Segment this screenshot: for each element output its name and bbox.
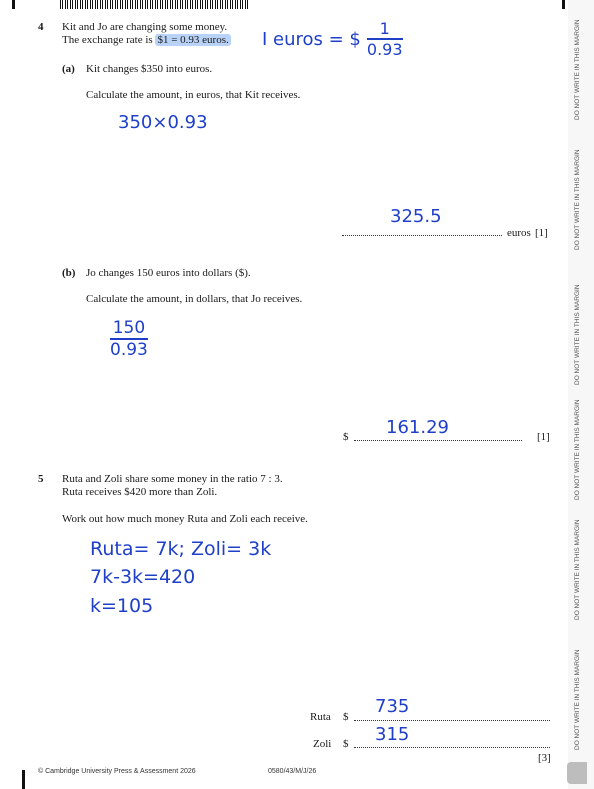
answer-line [354,747,550,748]
barcode [60,0,250,9]
handwritten-working: 350×0.93 [118,112,208,133]
handwritten-note [262,19,403,59]
corner-mark [12,0,15,9]
margin-warning: DO NOT WRITE IN THIS MARGIN [574,149,581,250]
footer-copyright: © Cambridge University Press & Assessment 2026 [38,768,196,775]
answer-line [354,440,522,441]
answer-line [354,720,550,721]
corner-mark [562,0,565,9]
fraction-numerator: 1 [379,19,390,38]
handwritten-working: k=105 [90,595,154,617]
scroll-thumb[interactable] [567,762,587,784]
part-text: Jo changes 150 euros into dollars ($). [86,267,251,279]
margin-warning: DO NOT WRITE IN THIS MARGIN [574,399,581,500]
margin-warning: DO NOT WRITE IN THIS MARGIN [574,19,581,120]
margin-warning: DO NOT WRITE IN THIS MARGIN [574,649,581,750]
question-text: Kit and Jo are changing some money. [62,21,228,33]
handwritten-working: 7k-3k=420 [90,566,196,588]
currency-symbol: $ [343,431,349,443]
marks: [3] [538,752,551,764]
question-text: Ruta and Zoli share some money in the ratio 7 : 3. [62,473,283,485]
handwritten-answer-ruta: 735 [375,696,410,717]
exchange-rate-prefix: The exchange rate is [62,34,153,46]
handwritten-answer: 161.29 [386,417,449,438]
handwritten-answer: 325.5 [390,206,442,227]
answer-unit: euros [507,227,531,239]
question-instruction: Work out how much money Ruta and Zoli each receive. [62,513,308,525]
marks: [1] [535,227,548,239]
part-text: Kit changes $350 into euros. [86,63,213,75]
currency-symbol: $ [343,738,349,750]
handwritten-fraction [110,318,148,360]
question-text [62,34,231,47]
margin-warning: DO NOT WRITE IN THIS MARGIN [574,284,581,385]
currency-symbol: $ [343,711,349,723]
answer-label-zoli: Zoli [313,738,332,750]
handwritten-working: Ruta= 7k; Zoli= 3k [90,538,272,560]
corner-mark [22,770,25,789]
highlighted-rate: $1 = 0.93 euros. [157,34,229,46]
part-instruction: Calculate the amount, in euros, that Kit receives. [86,89,301,101]
question-number: 4 [38,21,44,33]
marks: [1] [537,431,550,443]
fraction-numerator: 150 [112,318,146,338]
answer-line [342,235,502,236]
part-label: (a) [62,63,75,75]
note-prefix: I euros = $ [262,28,361,50]
fraction-denominator: 0.93 [110,340,148,360]
handwritten-fraction [367,19,403,59]
right-margin [568,0,594,789]
fraction-denominator: 0.93 [366,40,403,59]
footer-code: 0580/43/M/J/26 [268,768,317,775]
handwritten-answer-zoli: 315 [375,724,410,745]
margin-warning: DO NOT WRITE IN THIS MARGIN [574,519,581,620]
part-instruction: Calculate the amount, in dollars, that Jo receives. [86,293,303,305]
question-number: 5 [38,473,44,485]
question-text: Ruta receives $420 more than Zoli. [62,486,218,498]
answer-label-ruta: Ruta [310,711,331,723]
part-label: (b) [62,267,76,279]
